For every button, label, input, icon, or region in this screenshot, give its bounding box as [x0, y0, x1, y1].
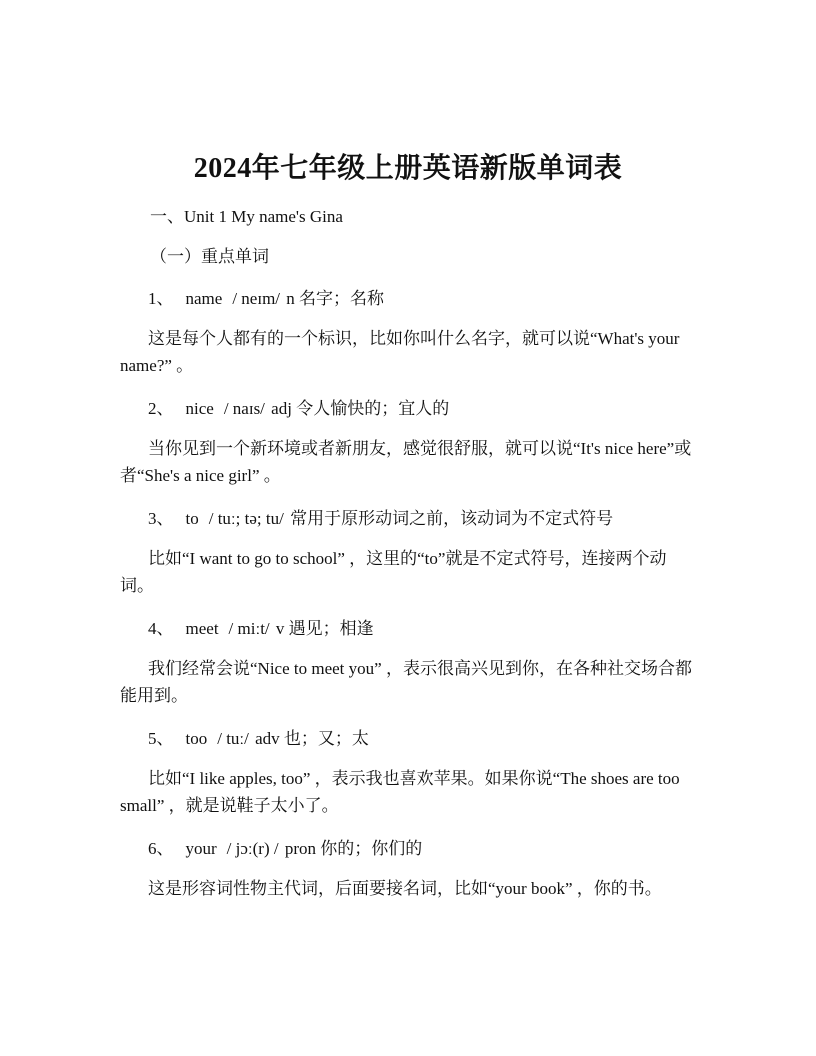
entry-number: 3、: [148, 509, 174, 528]
entry-explanation: [120, 655, 700, 709]
entry-phonetic: / tuː/: [217, 729, 249, 748]
entry-definition: adj 令人愉快的；宜人的: [271, 399, 450, 418]
entry-definition: n 名字；名称: [286, 289, 385, 308]
entry-phonetic: / neɪm/: [232, 289, 281, 308]
word-entry: [148, 838, 422, 860]
entry-word: your: [185, 839, 217, 858]
entry-phonetic: / naɪs/: [223, 399, 265, 418]
entry-explanation: [120, 545, 700, 599]
entry-definition: 常用于原形动词之前，该动词为不定式符号: [290, 509, 614, 528]
word-entry: [148, 508, 613, 530]
entry-explanation-text: 我们经常会说“Nice to meet you” ，表示很高兴见到你，在各种社交场合都能用到。: [120, 659, 692, 705]
entry-explanation: [120, 765, 700, 819]
entry-definition: pron 你的；你们的: [284, 839, 423, 858]
subsection-heading: （一）重点单词: [150, 247, 269, 266]
entry-word: too: [185, 729, 208, 748]
entry-number: 1、: [148, 289, 174, 308]
entry-explanation-text: 比如“I want to go to school” ，这里的“to”就是不定式符号，连接两个动词。: [120, 549, 667, 595]
entry-explanation: [120, 875, 700, 902]
entry-number: 4、: [148, 619, 174, 638]
entry-explanation-text: 这是每个人都有的一个标识，比如你叫什么名字，就可以说“What's your name?” 。: [120, 329, 680, 375]
entry-explanation-text: 这是形容词性物主代词，后面要接名词，比如“your book” ，你的书。: [148, 879, 662, 898]
word-entry: [148, 618, 374, 640]
section-heading: 一、Unit 1 My name's Gina: [150, 207, 343, 226]
entry-phonetic: / tuː; tə; tu/: [208, 509, 284, 528]
entry-explanation: [120, 325, 700, 379]
entry-number: 6、: [148, 839, 174, 858]
entry-phonetic: / miːt/: [228, 619, 270, 638]
entry-word: meet: [185, 619, 219, 638]
entry-explanation: [120, 435, 700, 489]
entry-explanation-text: 当你见到一个新环境或者新朋友，感觉很舒服，就可以说“It's nice here”或者“She's a nice girl” 。: [120, 439, 692, 485]
entry-definition: adv 也；又；太: [255, 729, 369, 748]
document-title: 2024年七年级上册英语新版单词表: [193, 153, 623, 184]
entry-number: 2、: [148, 399, 174, 418]
word-entry: [148, 728, 369, 750]
entry-number: 5、: [148, 729, 174, 748]
entry-definition: v 遇见；相逢: [275, 619, 374, 638]
word-entry: [148, 398, 449, 420]
entry-phonetic: / jɔː(r) /: [226, 839, 279, 858]
entry-word: to: [185, 509, 199, 528]
entry-explanation-text: 比如“I like apples, too” ，表示我也喜欢苹果。如果你说“The shoes are too small” ，就是说鞋子太小了。: [120, 769, 680, 815]
word-entry: [148, 288, 384, 310]
entry-word: name: [185, 289, 223, 308]
entry-word: nice: [185, 399, 214, 418]
